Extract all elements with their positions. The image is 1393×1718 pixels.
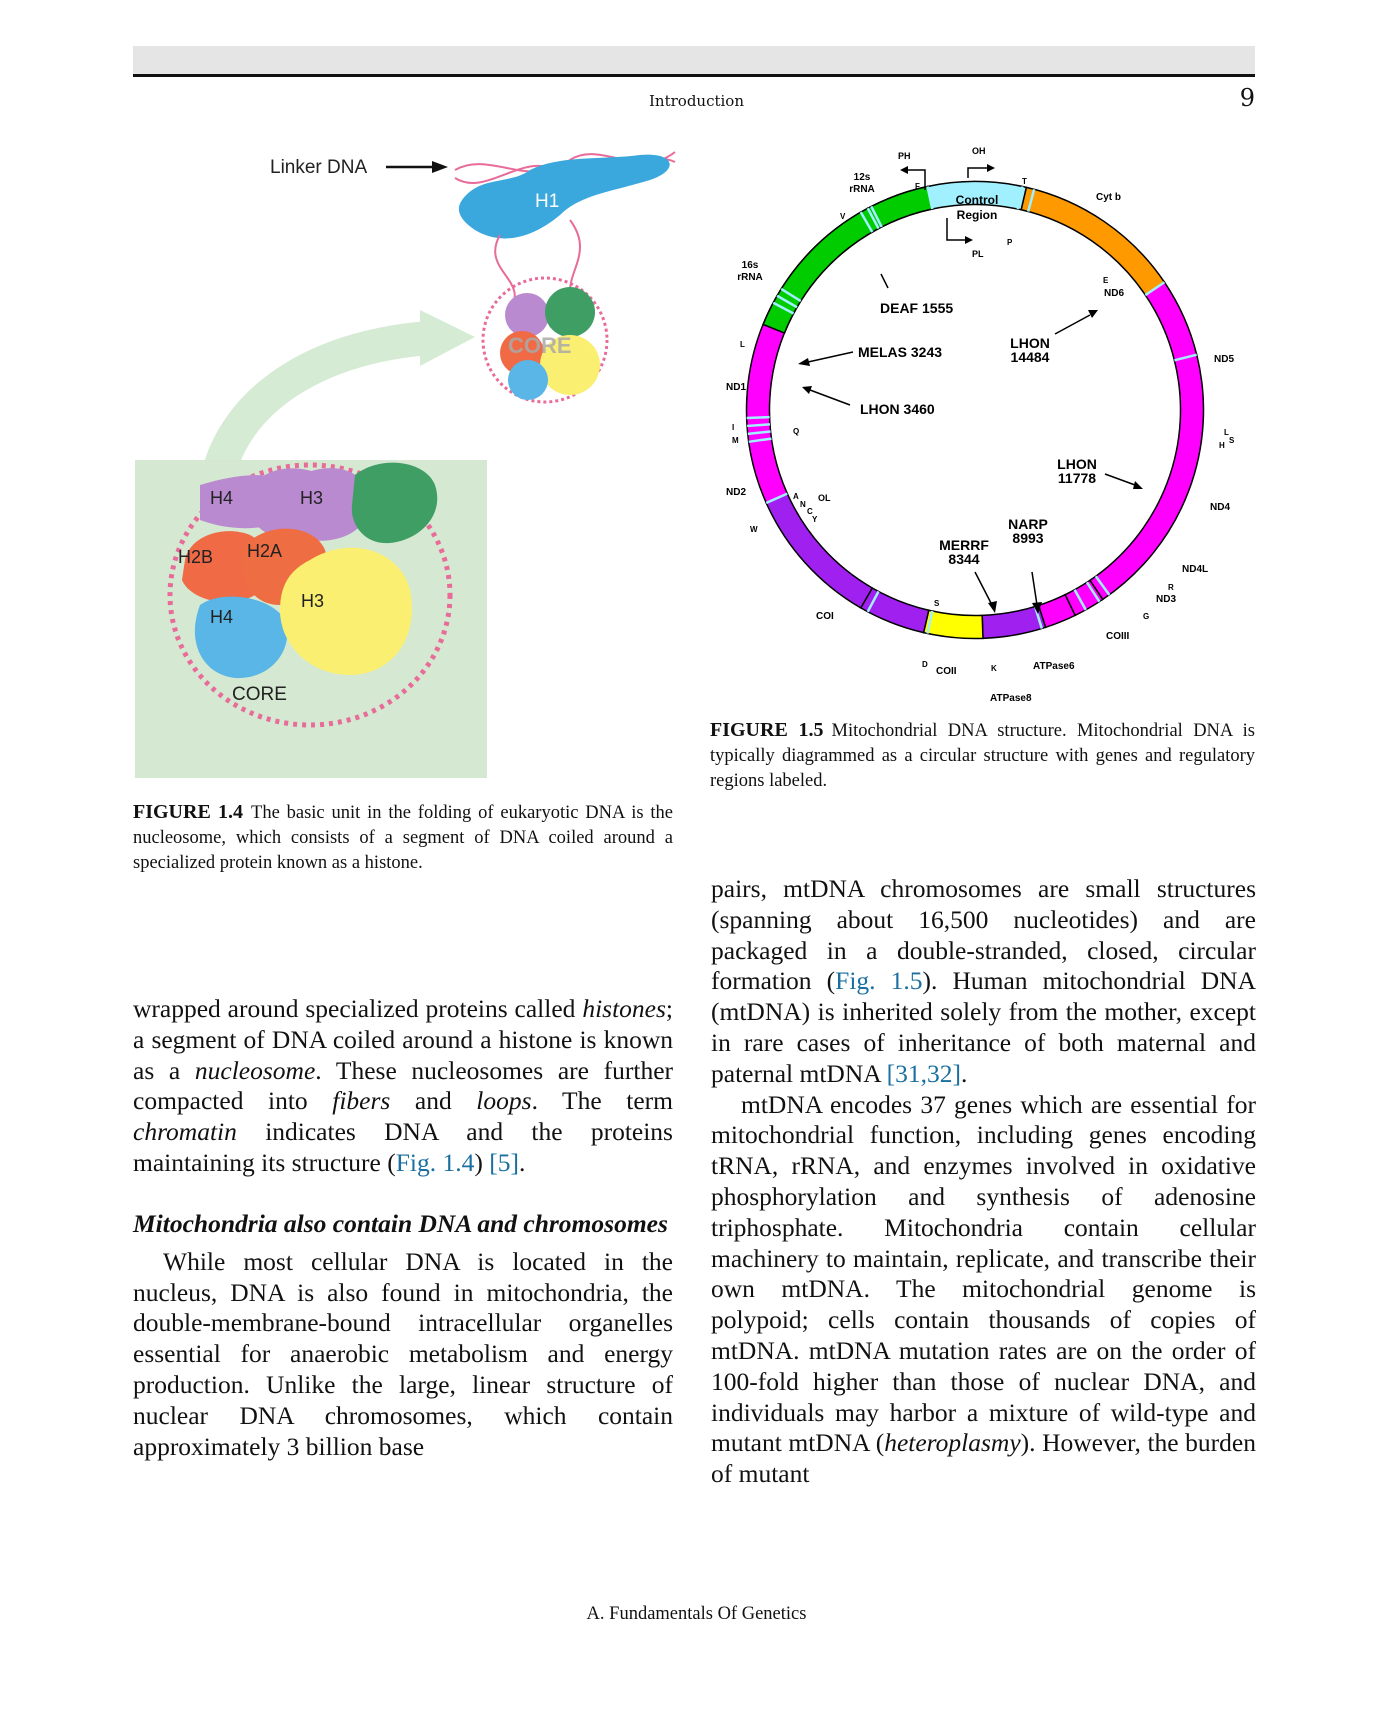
small-h4-lower bbox=[508, 360, 548, 400]
trna-k-label: K bbox=[991, 664, 997, 673]
gene-atpase8-label: ATPase8 bbox=[990, 693, 1032, 704]
text-run: mtDNA encodes 37 genes which are essential for mitochondrial function, including genes encoding tRNA, rRNA, and enzymes involved in oxidative phosphorylation and synthesis of adenosine triphosphate. Mitochondria contain cellular machinery to maintain, replicate, and transcribe their own mtDNA. The mitochondrial genome is polypoid; cells contain thousands of copies of mtDNA. mtDNA mutation rates are on the order of 100-fold higher than those of nuclear DNA, and individuals may harbor a mixture of wild-type and mutant mtDNA ( bbox=[711, 1089, 1256, 1458]
small-h3 bbox=[545, 287, 595, 337]
text-run: ). Human mitochondrial DNA (mtDNA) is inherited solely from the mother, except in rare cases of inheritance of both maternal and paternal mtDNA bbox=[711, 966, 1256, 1088]
term-loops: loops bbox=[476, 1086, 532, 1116]
mutation-lhon14484-arrow bbox=[1055, 315, 1090, 334]
pl-label: PL bbox=[972, 249, 984, 259]
right-paragraph-2 bbox=[711, 1090, 1256, 1490]
inset-h3-top-label: H3 bbox=[300, 488, 324, 508]
ring-segment-12s-rrna bbox=[868, 186, 933, 228]
mutation-merrf-label-2: 8344 bbox=[948, 551, 980, 567]
text-run: . The term bbox=[531, 1086, 673, 1116]
term-heteroplasmy: heteroplasmy bbox=[884, 1428, 1021, 1458]
mutation-lhon3460-arrow bbox=[810, 390, 850, 405]
left-column bbox=[133, 994, 673, 1462]
trna-l1-label: L bbox=[740, 340, 745, 349]
mutation-lhon11778-arrow bbox=[1105, 474, 1135, 485]
mutation-melas-label: MELAS 3243 bbox=[858, 344, 943, 360]
gene-coi-label: COI bbox=[816, 611, 834, 622]
gene-nd5-label: ND5 bbox=[1214, 354, 1235, 365]
mutation-lhon11778-arrowhead bbox=[1133, 481, 1143, 489]
oh-arrow bbox=[968, 168, 987, 178]
mutation-lhon3460-arrowhead bbox=[802, 386, 812, 394]
ref-5-link[interactable]: [5] bbox=[489, 1147, 519, 1177]
inset-h3-bottom-label: H3 bbox=[301, 591, 325, 611]
term-fibers: fibers bbox=[332, 1086, 391, 1116]
ol-label: OL bbox=[818, 493, 831, 503]
gene-nd1-label: ND1 bbox=[726, 382, 747, 393]
trna-a-label: A bbox=[793, 492, 799, 501]
gene-coii-label: COII bbox=[936, 666, 957, 677]
trna-t-label: T bbox=[1022, 177, 1027, 186]
header-rule bbox=[133, 74, 1255, 77]
inset-h2b-label: H2B bbox=[178, 547, 214, 567]
mutation-melas-arrowhead bbox=[798, 358, 810, 366]
ring-segment-nd5 bbox=[1090, 355, 1204, 600]
h1-shape bbox=[459, 155, 670, 239]
gene-nd6-label: ND6 bbox=[1104, 288, 1125, 299]
trna-q-label: Q bbox=[793, 427, 800, 436]
trna-f-label: F bbox=[915, 182, 920, 191]
h1-label: H1 bbox=[535, 191, 560, 212]
trna-l2-label: L bbox=[1224, 428, 1229, 437]
trna-n-label: N bbox=[800, 500, 806, 509]
inset-h4-bottom-label: H4 bbox=[210, 607, 234, 627]
ring-segment-coi bbox=[766, 494, 872, 608]
trna-g-label: G bbox=[1143, 612, 1150, 621]
right-column bbox=[711, 874, 1256, 1490]
mutation-narp-label-1: NARP bbox=[1008, 516, 1048, 532]
page-number: 9 bbox=[1239, 84, 1255, 112]
text-run: ) bbox=[474, 1147, 490, 1177]
page-footer: A. Fundamentals Of Genetics bbox=[586, 1604, 807, 1624]
trna-v-label: V bbox=[840, 212, 846, 221]
figure-1-5-caption bbox=[710, 718, 1255, 794]
term-histones: histones bbox=[582, 994, 666, 1023]
gene-16s-label-1: 16s bbox=[741, 260, 759, 271]
term-chromatin: chromatin bbox=[133, 1117, 237, 1147]
pl-arrowhead bbox=[965, 236, 973, 244]
figure-1-4-label: FIGURE 1.4 bbox=[133, 801, 244, 823]
small-core-label: CORE bbox=[508, 333, 572, 358]
linker-dna-label: Linker DNA bbox=[270, 157, 368, 178]
trna-s1-label: S bbox=[934, 599, 940, 608]
mutation-lhon11778-label-1: LHON bbox=[1057, 456, 1097, 472]
ref-31-32-link[interactable]: [31,32] bbox=[886, 1058, 961, 1088]
mutation-lhon14484-label-2: 14484 bbox=[1010, 349, 1050, 365]
gene-12s-label-2: rRNA bbox=[849, 184, 875, 195]
mutation-merrf-label-1: MERRF bbox=[939, 537, 989, 553]
figure-1-5-label: FIGURE 1.5 bbox=[710, 719, 824, 741]
inset-core-label: CORE bbox=[232, 684, 287, 705]
control-region-label-1: Control bbox=[955, 193, 999, 207]
oh-arrowhead bbox=[987, 164, 995, 172]
gene-nd4-label: ND4 bbox=[1210, 502, 1231, 513]
fig-1-5-link[interactable]: Fig. 1.5 bbox=[835, 966, 923, 996]
left-paragraph-1 bbox=[133, 994, 673, 1179]
transition-arrow-shaft bbox=[218, 338, 430, 475]
trna-m-label: M bbox=[732, 436, 739, 445]
figure-1-4-caption-text: The basic unit in the folding of eukaryotic DNA is the nucleosome, which consists of a segment of DNA coiled around a specialized protein known as a histone. bbox=[133, 803, 673, 873]
ring-segment-16s-rrna-2 bbox=[763, 208, 878, 333]
mutation-melas-arrow bbox=[808, 352, 853, 362]
ring-segment-nd6 bbox=[1145, 282, 1196, 360]
ring-segment-coii bbox=[861, 588, 929, 633]
mutation-deaf-label: DEAF 1555 bbox=[880, 300, 954, 316]
mutation-merrf-arrow bbox=[975, 572, 992, 605]
linker-dna-arrowhead bbox=[432, 161, 448, 173]
trna-p-label: P bbox=[1007, 238, 1013, 247]
figure-1-5-mtdna bbox=[710, 140, 1260, 715]
trna-tick bbox=[747, 417, 770, 418]
ring-segment-cytb bbox=[1021, 187, 1164, 295]
text-run: indicates DNA and the proteins maintaining its structure ( bbox=[133, 1117, 673, 1177]
section-heading: Mitochondria also contain DNA and chromosomes bbox=[133, 1208, 668, 1238]
trna-y-label: Y bbox=[812, 515, 818, 524]
gene-coiii-label: COIII bbox=[1106, 631, 1130, 642]
mutation-lhon14484-arrowhead bbox=[1088, 310, 1098, 318]
trna-i-label: I bbox=[732, 423, 735, 432]
gene-cytb-label: Cyt b bbox=[1096, 192, 1121, 203]
ph-label: PH bbox=[898, 151, 911, 161]
mutation-narp-arrow bbox=[1032, 572, 1037, 605]
header-band bbox=[133, 46, 1255, 74]
trna-h-label: H bbox=[1219, 441, 1225, 450]
small-h4 bbox=[505, 293, 549, 337]
gene-nd4l-label: ND4L bbox=[1182, 564, 1209, 575]
trna-c-label: C bbox=[807, 507, 813, 516]
text-run: . bbox=[519, 1147, 526, 1177]
gene-16s-label-2: rRNA bbox=[737, 272, 763, 283]
mutation-narp-label-2: 8993 bbox=[1012, 530, 1044, 546]
mutation-lhon14484-label-1: LHON bbox=[1010, 335, 1050, 351]
trna-r-label: R bbox=[1168, 583, 1174, 592]
text-run: pairs, mtDNA chromosomes are small structures (spanning about 16,500 nucleotides) and are packaged in a double-stranded, closed, circular formation ( bbox=[711, 874, 1256, 996]
figure-1-4-nucleosome bbox=[130, 140, 690, 790]
gene-nd3-label: ND3 bbox=[1156, 594, 1177, 605]
text-run: and bbox=[390, 1086, 477, 1116]
term-nucleosome: nucleosome bbox=[194, 1055, 316, 1085]
trna-e-label: E bbox=[1103, 276, 1109, 285]
text-run: ; a segment of DNA coiled around a histone is known as a bbox=[133, 994, 673, 1085]
trna-w-label: W bbox=[750, 525, 758, 534]
mutation-lhon3460-label: LHON 3460 bbox=[860, 401, 935, 417]
trna-s2-label: S bbox=[1229, 436, 1235, 445]
ph-arrowhead bbox=[900, 166, 908, 174]
gene-nd2-label: ND2 bbox=[726, 487, 747, 498]
right-paragraph-1 bbox=[711, 874, 1256, 1090]
inset-h4-top-label: H4 bbox=[210, 488, 234, 508]
mutation-merrf-arrowhead bbox=[988, 601, 997, 613]
figure-1-4-caption bbox=[133, 800, 673, 876]
gene-atpase6-label: ATPase6 bbox=[1033, 661, 1075, 672]
transition-arrow-head bbox=[420, 310, 475, 366]
mutation-deaf-arrow bbox=[881, 274, 888, 288]
fig-1-4-link[interactable]: Fig. 1.4 bbox=[395, 1147, 475, 1177]
gene-12s-label-1: 12s bbox=[853, 172, 871, 183]
running-head: Introduction bbox=[649, 92, 744, 110]
left-paragraph-2: While most cellular DNA is located in the nucleus, DNA is also found in mitochondria, the double-membrane-bound intracellular organelles essential for anaerobic metabolism and energy production. Unlike the large, linear structure of nuclear DNA chromosomes, which contain approximately 3 billion base bbox=[133, 1246, 673, 1461]
trna-tick bbox=[747, 424, 770, 426]
trna-d-label: D bbox=[922, 660, 928, 669]
text-run: ). However, the burden of mutant bbox=[711, 1428, 1256, 1489]
text-run: . These nucleosomes are further compacted into bbox=[133, 1055, 674, 1116]
inset-h2a-label: H2A bbox=[247, 541, 283, 561]
mutation-lhon11778-label-2: 11778 bbox=[1057, 470, 1097, 486]
text-run: . bbox=[960, 1058, 968, 1088]
oh-label: OH bbox=[972, 146, 986, 156]
text-run: wrapped around specialized proteins called bbox=[133, 994, 583, 1023]
control-region-label-2: Region bbox=[956, 208, 998, 222]
figure-1-5-caption-text: Mitochondrial DNA structure. Mitochondrial DNA is typically diagrammed as a circular structure with genes and regulatory regions labeled. bbox=[710, 721, 1255, 791]
